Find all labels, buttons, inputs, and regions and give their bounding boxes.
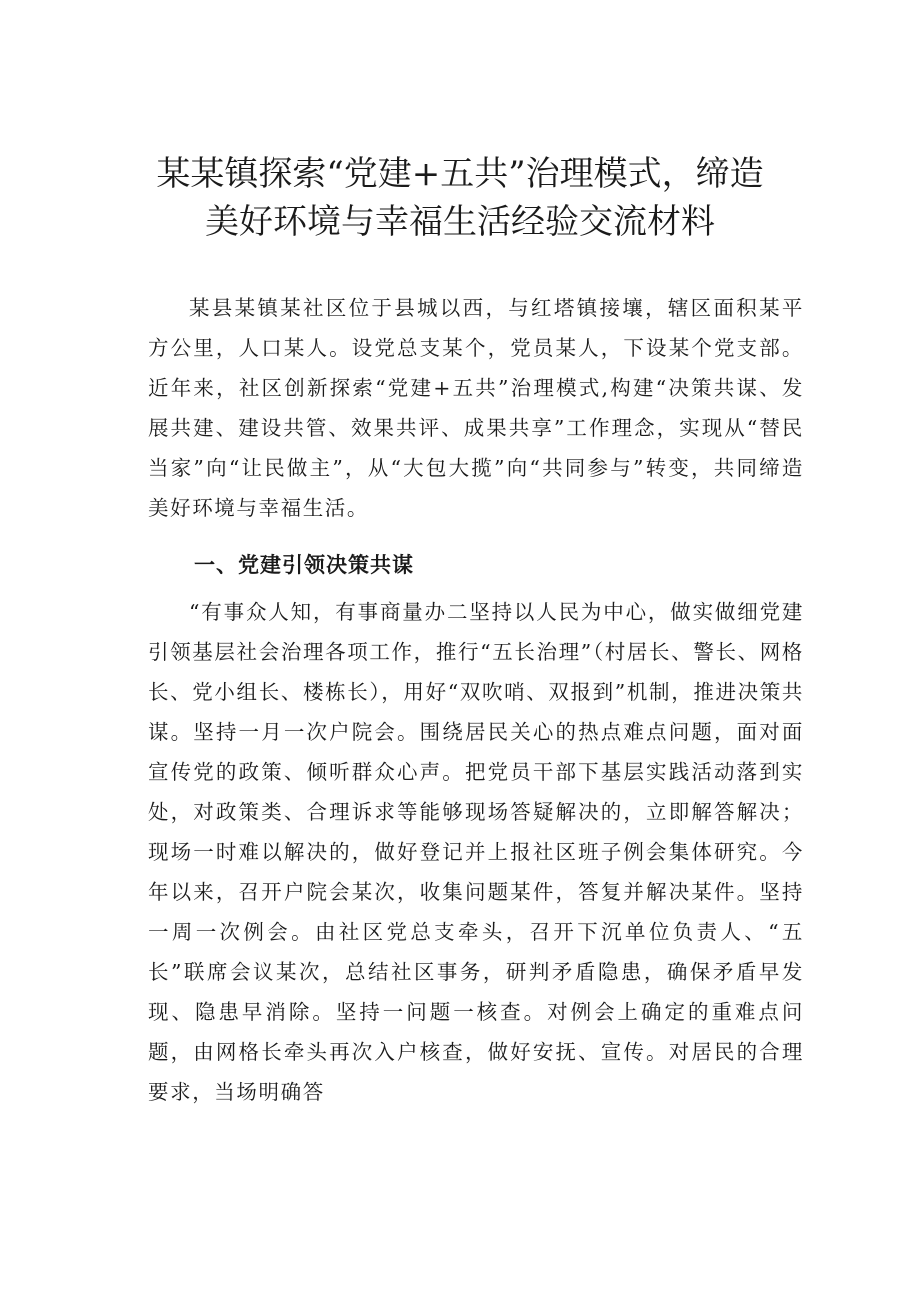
title-line-1: 某某镇探索“党建+五共”治理模式，缔造 — [156, 154, 764, 194]
title-line-2: 美好环境与幸福生活经验交流材料 — [205, 202, 715, 242]
intro-paragraph: 某县某镇某社区位于县城以西，与红塔镇接壤，辖区面积某平方公里，人口某人。设党总支某个，党员某人，下设某个党支部。近年来，社区创新探索“党建+五共”治理模式,构建“决策共谋、发展共建、建设共管、效果共评、成果共享”工作理念，实现从“替民当家”向“让民做主”，从“大包大揽”向“共同参与”转变，共同缔造美好环境与幸福生活。 — [148, 296, 804, 520]
section-paragraph: “有事众人知，有事商量办二坚持以人民为中心，做实做细党建引领基层社会治理各项工作，推行“五长治理”（村居长、警长、网格长、党小组长、楼栋长），用好“双吹哨、双报到”机制，推进决策共谋。坚持一月一次户院会。围绕居民关心的热点难点问题，面对面宣传党的政策、倾听群众心声。把党员干部下基层实践活动落到实处，对政策类、合理诉求等能够现场答疑解决的，立即解答解决；现场一时难以解决的，做好登记并上报社区班子例会集体研究。今年以来，召开户院会某次，收集问题某件，答复并解决某件。坚持一周一次例会。由社区党总支牵头，召开下沉单位负责人、“五长”联席会议某次，总结社区事务，研判矛盾隐患，确保矛盾早发现、隐患早消除。坚持一问题一核查。对例会上确定的重难点问题，由网格长牵头再次入户核查，做好安抚、宣传。对居民的合理要求，当场明确答 — [148, 600, 804, 1104]
document-title — [120, 150, 800, 246]
section-heading: 一、党建引领决策共谋 — [194, 553, 414, 577]
